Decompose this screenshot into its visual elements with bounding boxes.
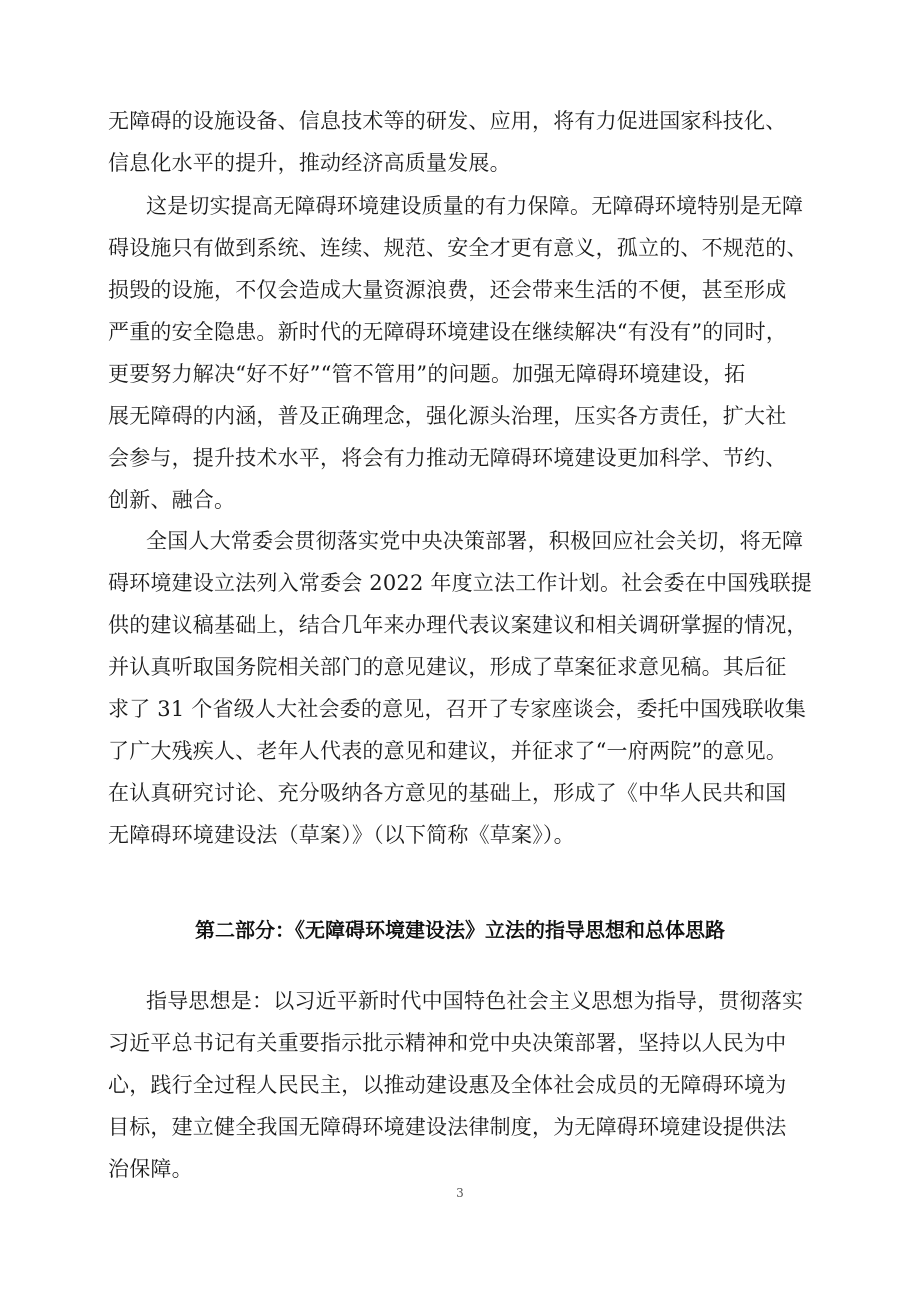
text-line: 无障碍的设施设备、信息技术等的研发、应用，将有力促进国家科技化、 — [108, 109, 787, 133]
text-line: 信息化水平的提升，推动经济高质量发展。 — [108, 151, 511, 175]
text-line: 碍环境建设立法列入常委会 2022 年度立法工作计划。社会委在中国残联提 — [108, 571, 812, 595]
text-line: 会参与，提升技术水平，将会有力推动无障碍环境建设更加科学、节约、 — [108, 446, 787, 470]
text-line: 创新、融合。 — [108, 488, 236, 512]
text-line: 指导思想是：以习近平新时代中国特色社会主义思想为指导，贯彻落实 — [146, 989, 804, 1013]
text-line: 这是切实提高无障碍环境建设质量的有力保障。无障碍环境特别是无障 — [146, 194, 804, 218]
text-line: 了广大残疾人、老年人代表的意见和建议，并征求了“一府两院”的意见。 — [108, 739, 788, 763]
text-line: 严重的安全隐患。新时代的无障碍环境建设在继续解决“有没有”的同时， — [108, 320, 788, 344]
paragraph-continuation — [108, 100, 814, 184]
section-heading: 第二部分：《无障碍环境建设法》立法的指导思想和总体思路 — [195, 918, 725, 942]
text-line: 供的建议稿基础上，结合几年来办理代表议案建议和相关调研掌握的情况， — [108, 613, 808, 637]
text-line: 全国人大常委会贯彻落实党中央决策部署，积极回应社会关切，将无障 — [146, 529, 804, 553]
text-line: 心，践行全过程人民民主，以推动建设惠及全体社会成员的无障碍环境为 — [108, 1073, 787, 1097]
text-line: 展无障碍的内涵，普及正确理念，强化源头治理，压实各方责任，扩大社 — [108, 404, 787, 428]
page-number: 3 — [456, 1186, 464, 1200]
paragraph-legislation-process — [108, 520, 814, 856]
text-line: 并认真听取国务院相关部门的意见建议，形成了草案征求意见稿。其后征 — [108, 655, 787, 679]
text-line: 更要努力解决“好不好”“管不管用”的问题。加强无障碍环境建设，拓 — [108, 362, 746, 386]
text-line: 习近平总书记有关重要指示批示精神和党中央决策部署，坚持以人民为中 — [108, 1031, 787, 1055]
text-line: 无障碍环境建设法（草案）》（以下简称《草案》）。 — [108, 823, 575, 847]
paragraph-quality-guarantee — [108, 185, 814, 521]
text-line: 求了 31 个省级人大社会委的意见，召开了专家座谈会，委托中国残联收集 — [108, 697, 807, 721]
text-line: 治保障。 — [108, 1157, 193, 1181]
text-line: 目标，建立健全我国无障碍环境建设法律制度，为无障碍环境建设提供法 — [108, 1115, 787, 1139]
paragraph-guiding-ideology — [108, 980, 814, 1190]
text-line: 碍设施只有做到系统、连续、规范、安全才更有意义，孤立的、不规范的、 — [108, 236, 808, 260]
text-line: 损毁的设施，不仅会造成大量资源浪费，还会带来生活的不便，甚至形成 — [108, 278, 787, 302]
text-line: 在认真研究讨论、充分吸纳各方意见的基础上，形成了《中华人民共和国 — [108, 781, 787, 805]
